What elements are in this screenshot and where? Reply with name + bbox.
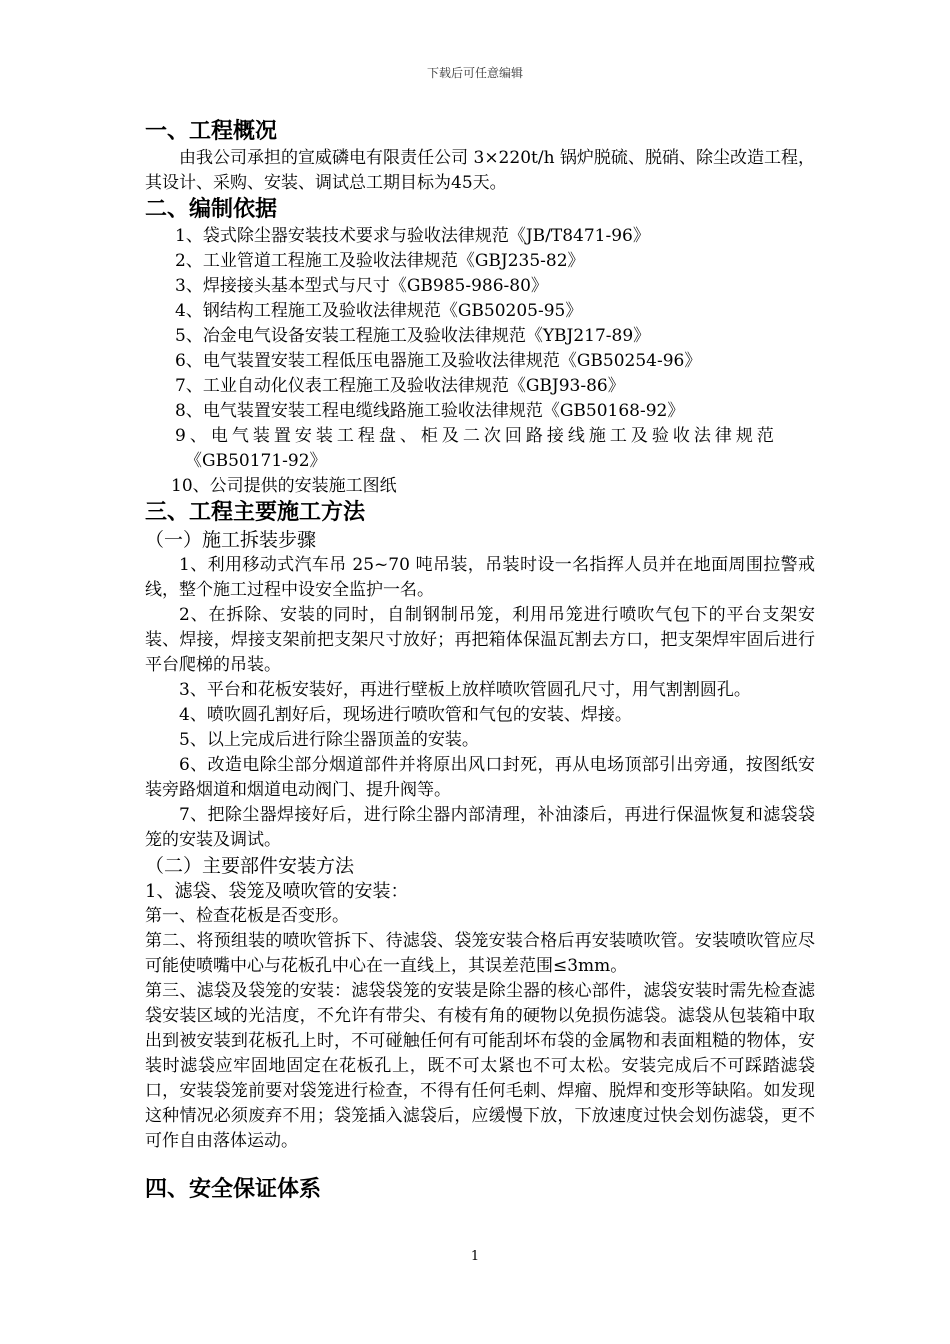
section-2-title: 二、编制依据 bbox=[145, 197, 278, 222]
reference-item: 7、工业自动化仪表工程施工及验收法律规范《GBJ93-86》 bbox=[175, 376, 625, 396]
step-paragraph: 3、平台和花板安装好，再进行壁板上放样喷吹管圆孔尺寸，用气割割圆孔。 bbox=[179, 680, 751, 700]
section-3-title: 三、工程主要施工方法 bbox=[145, 500, 366, 525]
page-number: 1 bbox=[470, 1249, 480, 1264]
step-paragraph: 5、以上完成后进行除尘器顶盖的安装。 bbox=[179, 730, 479, 750]
step-paragraph: 6、改造电除尘部分烟道部件并将原出风口封死，再从电场顶部引出旁通，按图纸安装旁路烟道和烟道电动阀门、提升阀等。 bbox=[145, 755, 815, 800]
reference-item-9-line1: 9、电气装置安装工程盘、柜及二次回路接线施工及验收法律规范 bbox=[175, 426, 778, 446]
document-body bbox=[145, 118, 815, 1204]
section-1-title: 一、工程概况 bbox=[145, 119, 278, 144]
reference-item-9 bbox=[145, 424, 815, 474]
reference-item: 4、钢结构工程施工及验收法律规范《GB50205-95》 bbox=[175, 301, 583, 321]
section-4-title: 四、安全保证体系 bbox=[145, 1177, 322, 1202]
step-paragraph: 1、利用移动式汽车吊 25~70 吨吊装，吊装时设一名指挥人员并在地面周围拉警戒线，整个施工过程中设安全监护一名。 bbox=[145, 555, 815, 600]
reference-item: 2、工业管道工程施工及验收法律规范《GBJ235-82》 bbox=[175, 251, 585, 271]
subsection-1-title: （一）施工拆装步骤 bbox=[145, 529, 317, 551]
step-paragraph: 2、在拆除、安装的同时，自制钢制吊笼，利用吊笼进行喷吹气包下的平台支架安装、焊接，焊接支架前把支架尺寸放好；再把箱体保温瓦割去方口，把支架焊牢固后进行平台爬梯的吊装。 bbox=[145, 605, 815, 675]
reference-item: 5、冶金电气设备安装工程施工及验收法律规范《YBJ217-89》 bbox=[175, 326, 651, 346]
page-header: 下载后可任意编辑 bbox=[426, 66, 523, 80]
method-paragraph: 第三、滤袋及袋笼的安装：滤袋袋笼的安装是除尘器的核心部件，滤袋安装时需先检查滤袋安装区域的光洁度，不允许有带尖、有棱有角的硬物以免损伤滤袋。滤袋从包装箱中取出到被安装到花板孔上时，不可碰触任何有可能刮坏布袋的金属物和表面粗糙的物体，安装时滤袋应牢固地固定在花板孔上，既不可太紧也不可太松。安装完成后不可踩踏滤袋口，安装袋笼前要对袋笼进行检查，不得有任何毛刺、焊瘤、脱焊和变形等缺陷。如发现这种情况必须废弃不用；袋笼插入滤袋后，应缓慢下放，下放速度过快会划伤滤袋，更不可作自由落体运动。 bbox=[145, 981, 815, 1151]
step-paragraph: 4、喷吹圆孔割好后，现场进行喷吹管和气包的安装、焊接。 bbox=[179, 705, 632, 725]
reference-item: 3、焊接接头基本型式与尺寸《GB985-986-80》 bbox=[175, 276, 548, 296]
reference-item: 1、袋式除尘器安装技术要求与验收法律规范《JB/T8471-96》 bbox=[175, 226, 650, 246]
reference-item: 6、电气装置安装工程低压电器施工及验收法律规范《GB50254-96》 bbox=[175, 351, 702, 371]
subsection-2-title: （二）主要部件安装方法 bbox=[145, 855, 355, 877]
reference-item-9-line2: 《GB50171-92》 bbox=[185, 451, 327, 471]
step-paragraph: 7、把除尘器焊接好后，进行除尘器内部清理，补油漆后，再进行保温恢复和滤袋袋笼的安装及调试。 bbox=[145, 805, 815, 850]
reference-item: 10、公司提供的安装施工图纸 bbox=[171, 476, 397, 496]
section-1-body: 由我公司承担的宣威磷电有限责任公司 3×220t/h 锅炉脱硫、脱硝、除尘改造工程，其设计、采购、安装、调试总工期目标为45天。 bbox=[145, 148, 815, 193]
method-paragraph: 第一、检查花板是否变形。 bbox=[145, 906, 349, 926]
part-title: 1、滤袋、袋笼及喷吹管的安装： bbox=[145, 881, 409, 902]
method-paragraph: 第二、将预组装的喷吹管拆下、待滤袋、袋笼安装合格后再安装喷吹管。安装喷吹管应尽可能使喷嘴中心与花板孔中心在一直线上，其误差范围≤3mm。 bbox=[145, 931, 815, 976]
reference-item: 8、电气装置安装工程电缆线路施工验收法律规范《GB50168-92》 bbox=[175, 401, 685, 421]
